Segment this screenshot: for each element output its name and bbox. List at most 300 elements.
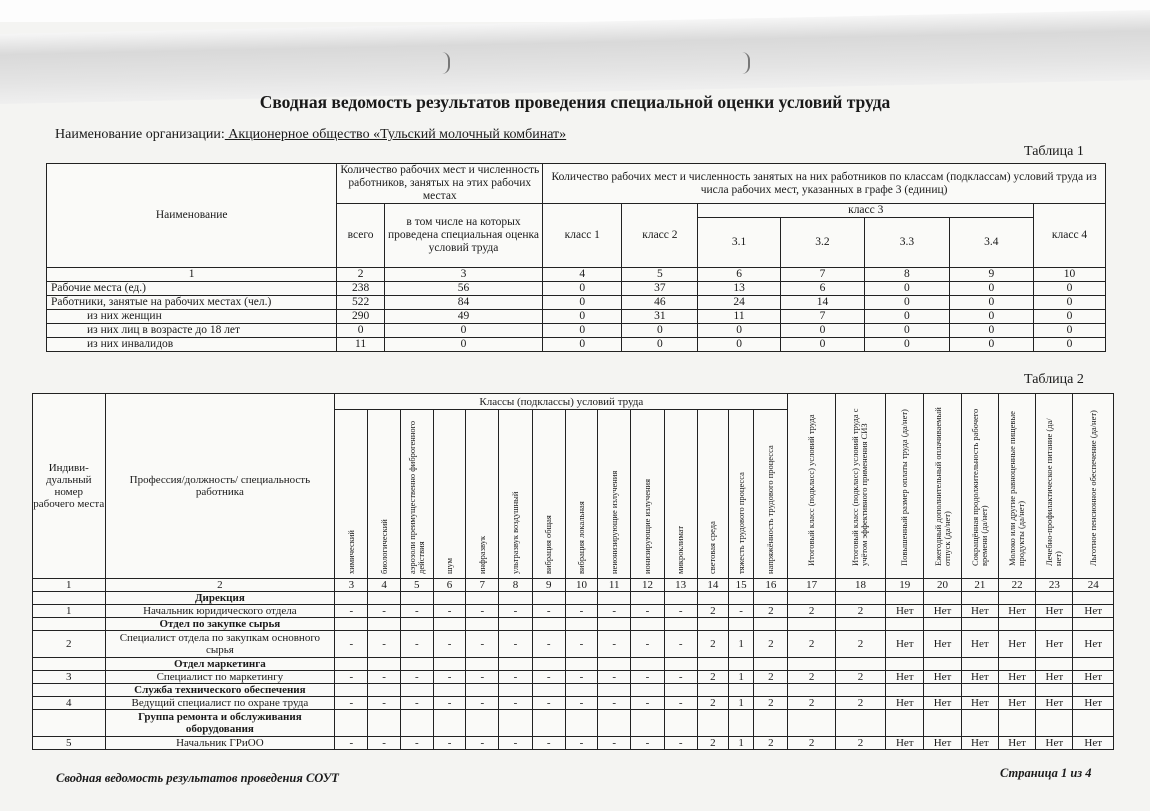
cell bbox=[368, 684, 400, 697]
cell bbox=[400, 618, 433, 631]
section-title: Группа ремонта и обслуживания оборудования bbox=[105, 710, 335, 737]
header-factor-microclimate: микроклимат bbox=[675, 525, 686, 574]
cell: Нет bbox=[1036, 671, 1073, 684]
cell bbox=[466, 618, 499, 631]
cell: - bbox=[532, 631, 565, 658]
cell bbox=[433, 592, 465, 605]
row-label: из них женщин bbox=[47, 310, 337, 324]
table-row bbox=[33, 737, 1114, 750]
cell: - bbox=[598, 605, 631, 618]
col-number: 7 bbox=[466, 579, 499, 592]
section-title: Отдел по закупке сырья bbox=[105, 618, 335, 631]
col-number: 4 bbox=[543, 268, 622, 282]
cell bbox=[433, 684, 465, 697]
header-classes-group: Количество рабочих мест и численность занятых на них работников по классам (подклассам) условий труда из числа рабочих мест, указанных в графе 3 (единиц) bbox=[543, 164, 1106, 204]
cell: - bbox=[664, 631, 697, 658]
cell bbox=[631, 618, 664, 631]
cell: - bbox=[631, 631, 664, 658]
header-factor-vibration-local: вибрация локальная bbox=[575, 501, 586, 574]
cell bbox=[499, 684, 532, 697]
cell bbox=[532, 710, 565, 737]
cell: - bbox=[400, 631, 433, 658]
cell: - bbox=[598, 737, 631, 750]
cell: Нет bbox=[1073, 671, 1114, 684]
cell bbox=[998, 618, 1035, 631]
cell: 0 bbox=[1034, 296, 1106, 310]
table-row bbox=[47, 296, 1106, 310]
cell: 0 bbox=[622, 338, 698, 352]
col-number: 8 bbox=[499, 579, 532, 592]
header-extra-leave: Ежегодный дополнительный оплачиваемый отпуск (да/нет) bbox=[932, 407, 952, 566]
cell bbox=[532, 618, 565, 631]
col-number: 18 bbox=[835, 579, 885, 592]
cell bbox=[835, 592, 885, 605]
cell: - bbox=[466, 737, 499, 750]
cell bbox=[368, 592, 400, 605]
cell: - bbox=[631, 697, 664, 710]
cell: - bbox=[532, 671, 565, 684]
cell: 84 bbox=[384, 296, 542, 310]
cell: - bbox=[631, 737, 664, 750]
cell bbox=[835, 618, 885, 631]
cell: Нет bbox=[886, 671, 924, 684]
workplace-number: 4 bbox=[33, 697, 106, 710]
cell: 0 bbox=[949, 324, 1033, 338]
cell: 0 bbox=[698, 338, 780, 352]
header-factor-ionizing: ионизирующие излучения bbox=[641, 479, 652, 574]
cell: 2 bbox=[835, 671, 885, 684]
cell: - bbox=[499, 631, 532, 658]
cell: - bbox=[335, 631, 368, 658]
cell: - bbox=[565, 697, 597, 710]
section-row bbox=[33, 658, 1114, 671]
profession: Ведущий специалист по охране труда bbox=[105, 697, 335, 710]
col-number: 10 bbox=[565, 579, 597, 592]
cell bbox=[499, 658, 532, 671]
cell: 0 bbox=[1034, 282, 1106, 296]
cell bbox=[565, 618, 597, 631]
cell bbox=[664, 710, 697, 737]
table-row bbox=[47, 282, 1106, 296]
cell: Нет bbox=[886, 737, 924, 750]
cell: 0 bbox=[780, 324, 864, 338]
header-profession: Профессия/должность/ специальность работника bbox=[105, 394, 335, 579]
cell bbox=[788, 710, 835, 737]
profession: Специалист по маркетингу bbox=[105, 671, 335, 684]
cell bbox=[835, 684, 885, 697]
col-number: 17 bbox=[788, 579, 835, 592]
header-class3: класс 3 bbox=[698, 204, 1034, 218]
cell bbox=[598, 710, 631, 737]
cell bbox=[998, 658, 1035, 671]
table-row bbox=[47, 310, 1106, 324]
profession: Начальник юридического отдела bbox=[105, 605, 335, 618]
cell bbox=[33, 592, 106, 605]
cell bbox=[924, 684, 961, 697]
col-number: 15 bbox=[729, 579, 754, 592]
section-row bbox=[33, 618, 1114, 631]
cell bbox=[400, 592, 433, 605]
cell: 522 bbox=[337, 296, 385, 310]
col-number: 6 bbox=[698, 268, 780, 282]
cell: - bbox=[598, 671, 631, 684]
cell: 24 bbox=[698, 296, 780, 310]
cell bbox=[961, 684, 998, 697]
cell: - bbox=[433, 631, 465, 658]
cell: 1 bbox=[729, 631, 754, 658]
cell bbox=[886, 618, 924, 631]
cell: 2 bbox=[788, 737, 835, 750]
cell: Нет bbox=[961, 631, 998, 658]
cell: - bbox=[664, 605, 697, 618]
table-row bbox=[33, 631, 1114, 658]
workplace-number: 3 bbox=[33, 671, 106, 684]
cell: 0 bbox=[865, 310, 949, 324]
cell: 2 bbox=[788, 605, 835, 618]
col-number: 13 bbox=[664, 579, 697, 592]
col-number: 9 bbox=[532, 579, 565, 592]
cell: - bbox=[598, 697, 631, 710]
col-number: 4 bbox=[368, 579, 400, 592]
cell bbox=[788, 618, 835, 631]
cell: 56 bbox=[384, 282, 542, 296]
header-3-3: 3.3 bbox=[865, 218, 949, 268]
cell: 11 bbox=[698, 310, 780, 324]
cell: Нет bbox=[1036, 737, 1073, 750]
cell bbox=[433, 658, 465, 671]
cell: 1 bbox=[729, 737, 754, 750]
header-factor-lighting: световая среда bbox=[707, 521, 718, 574]
header-workplace-number: Индиви-дуальный номер рабочего места bbox=[33, 394, 106, 579]
cell bbox=[335, 710, 368, 737]
cell: - bbox=[433, 671, 465, 684]
cell: Нет bbox=[886, 605, 924, 618]
col-number: 9 bbox=[949, 268, 1033, 282]
section-title: Служба технического обеспечения bbox=[105, 684, 335, 697]
cell: - bbox=[335, 737, 368, 750]
header-name: Наименование bbox=[47, 164, 337, 268]
cell: 2 bbox=[697, 737, 728, 750]
cell bbox=[961, 618, 998, 631]
cell: - bbox=[433, 605, 465, 618]
cell bbox=[924, 710, 961, 737]
header-factor-intensity: напряжённость трудового процесса bbox=[765, 445, 776, 574]
cell: 2 bbox=[788, 697, 835, 710]
cell bbox=[499, 710, 532, 737]
cell bbox=[598, 592, 631, 605]
cell: Нет bbox=[961, 737, 998, 750]
cell bbox=[33, 684, 106, 697]
cell bbox=[961, 658, 998, 671]
profession: Начальник ГРиОО bbox=[105, 737, 335, 750]
cell bbox=[466, 592, 499, 605]
cell bbox=[565, 658, 597, 671]
cell bbox=[598, 658, 631, 671]
cell: - bbox=[400, 697, 433, 710]
cell bbox=[1036, 710, 1073, 737]
col-number: 22 bbox=[998, 579, 1035, 592]
header-reduced-hours: Сокращённая продолжительность рабочего времени (да/нет) bbox=[969, 408, 989, 566]
cell bbox=[697, 618, 728, 631]
cell: Нет bbox=[998, 697, 1035, 710]
cell bbox=[788, 658, 835, 671]
cell bbox=[924, 592, 961, 605]
cell bbox=[598, 684, 631, 697]
header-factor-severity: тяжесть трудового процесса bbox=[735, 472, 746, 574]
cell: - bbox=[499, 605, 532, 618]
cell bbox=[631, 710, 664, 737]
cell bbox=[729, 592, 754, 605]
cell bbox=[565, 592, 597, 605]
cell bbox=[754, 592, 788, 605]
scan-artifact-band bbox=[0, 10, 1150, 104]
cell: 2 bbox=[788, 671, 835, 684]
cell: 238 bbox=[337, 282, 385, 296]
cell bbox=[998, 710, 1035, 737]
header-pension: Льготное пенсионное обеспечение (да/нет) bbox=[1087, 410, 1098, 566]
cell: Нет bbox=[998, 605, 1035, 618]
cell: Нет bbox=[924, 631, 961, 658]
cell bbox=[532, 658, 565, 671]
header-factor-noise: шум bbox=[444, 557, 455, 574]
workplace-number: 1 bbox=[33, 605, 106, 618]
page-number: Страница 1 из 4 bbox=[1000, 766, 1092, 780]
cell: - bbox=[368, 697, 400, 710]
cell bbox=[754, 658, 788, 671]
cell bbox=[886, 658, 924, 671]
cell bbox=[729, 618, 754, 631]
row-label: из них инвалидов bbox=[47, 338, 337, 352]
cell bbox=[33, 658, 106, 671]
cell: - bbox=[368, 737, 400, 750]
cell: - bbox=[335, 697, 368, 710]
col-number: 20 bbox=[924, 579, 961, 592]
cell bbox=[335, 684, 368, 697]
cell: - bbox=[729, 605, 754, 618]
cell: - bbox=[368, 671, 400, 684]
summary-table bbox=[46, 163, 1106, 352]
cell: 2 bbox=[754, 631, 788, 658]
cell: - bbox=[499, 697, 532, 710]
cell: 31 bbox=[622, 310, 698, 324]
cell: Нет bbox=[961, 605, 998, 618]
col-number: 16 bbox=[754, 579, 788, 592]
header-factor-chemical: химический bbox=[345, 530, 356, 574]
cell: Нет bbox=[1036, 631, 1073, 658]
cell: - bbox=[565, 605, 597, 618]
cell: 0 bbox=[1034, 310, 1106, 324]
header-factor-aerosols: аэрозоли преимущественно фиброгенного действия bbox=[406, 420, 426, 574]
header-total: всего bbox=[337, 204, 385, 268]
cell: Нет bbox=[1036, 605, 1073, 618]
cell: 6 bbox=[780, 282, 864, 296]
section-title: Дирекция bbox=[105, 592, 335, 605]
cell: Нет bbox=[998, 737, 1035, 750]
cell: Нет bbox=[924, 605, 961, 618]
cell: - bbox=[565, 737, 597, 750]
cell bbox=[835, 710, 885, 737]
cell: 2 bbox=[754, 605, 788, 618]
cell bbox=[664, 684, 697, 697]
cell: - bbox=[466, 671, 499, 684]
cell: - bbox=[664, 671, 697, 684]
cell: - bbox=[400, 737, 433, 750]
cell bbox=[400, 710, 433, 737]
workplace-table-body bbox=[33, 592, 1114, 750]
cell: - bbox=[368, 605, 400, 618]
cell bbox=[499, 618, 532, 631]
cell bbox=[1073, 710, 1114, 737]
header-factor-vibration-general: вибрация общая bbox=[543, 515, 554, 574]
cell bbox=[1036, 618, 1073, 631]
cell: 0 bbox=[865, 282, 949, 296]
header-classes-group: Классы (подклассы) условий труда bbox=[335, 394, 788, 410]
col-number: 5 bbox=[400, 579, 433, 592]
cell: 0 bbox=[384, 338, 542, 352]
cell bbox=[400, 684, 433, 697]
cell: - bbox=[664, 737, 697, 750]
cell: 2 bbox=[697, 671, 728, 684]
col-number: 23 bbox=[1036, 579, 1073, 592]
cell: Нет bbox=[961, 671, 998, 684]
cell: 0 bbox=[698, 324, 780, 338]
cell bbox=[664, 658, 697, 671]
cell bbox=[697, 592, 728, 605]
cell: - bbox=[598, 631, 631, 658]
cell bbox=[961, 710, 998, 737]
cell bbox=[924, 618, 961, 631]
cell bbox=[466, 684, 499, 697]
cell: Нет bbox=[1073, 697, 1114, 710]
footer-document-name: Сводная ведомость результатов проведения СОУТ bbox=[56, 771, 339, 785]
cell: Нет bbox=[1036, 697, 1073, 710]
cell: - bbox=[368, 631, 400, 658]
cell bbox=[433, 710, 465, 737]
col-number: 5 bbox=[622, 268, 698, 282]
col-number: 14 bbox=[697, 579, 728, 592]
workplace-number: 5 bbox=[33, 737, 106, 750]
cell: - bbox=[335, 605, 368, 618]
cell: 0 bbox=[949, 296, 1033, 310]
col-number: 8 bbox=[865, 268, 949, 282]
organization-label: Наименование организации: bbox=[55, 127, 225, 142]
cell: Нет bbox=[1073, 631, 1114, 658]
cell: 2 bbox=[697, 605, 728, 618]
cell: Нет bbox=[924, 737, 961, 750]
cell: 2 bbox=[835, 605, 885, 618]
col-number: 10 bbox=[1034, 268, 1106, 282]
cell: 7 bbox=[780, 310, 864, 324]
cell: 1 bbox=[729, 671, 754, 684]
cell bbox=[565, 710, 597, 737]
col-number: 21 bbox=[961, 579, 998, 592]
header-factor-nonionizing: неионизирующие излучения bbox=[608, 470, 619, 574]
cell: 13 bbox=[698, 282, 780, 296]
cell bbox=[729, 658, 754, 671]
header-count-group: Количество рабочих мест и численность работников, занятых на этих рабочих местах bbox=[337, 164, 543, 204]
cell: 0 bbox=[1034, 324, 1106, 338]
cell bbox=[835, 658, 885, 671]
header-3-1: 3.1 bbox=[698, 218, 780, 268]
cell: - bbox=[499, 737, 532, 750]
header-class1: класс 1 bbox=[543, 204, 622, 268]
table-row bbox=[47, 338, 1106, 352]
cell bbox=[400, 658, 433, 671]
cell: - bbox=[631, 605, 664, 618]
cell: 0 bbox=[543, 310, 622, 324]
cell: - bbox=[499, 671, 532, 684]
col-number: 12 bbox=[631, 579, 664, 592]
cell: 0 bbox=[780, 338, 864, 352]
cell: 0 bbox=[1034, 338, 1106, 352]
cell bbox=[631, 684, 664, 697]
cell bbox=[998, 684, 1035, 697]
cell bbox=[466, 710, 499, 737]
cell bbox=[499, 592, 532, 605]
col-number: 7 bbox=[780, 268, 864, 282]
cell bbox=[998, 592, 1035, 605]
cell: - bbox=[565, 671, 597, 684]
header-final-class: Итоговый класс (подкласс) условий труда bbox=[806, 414, 817, 566]
cell: - bbox=[565, 631, 597, 658]
col-number: 24 bbox=[1073, 579, 1114, 592]
table1-caption: Таблица 1 bbox=[1024, 144, 1084, 159]
row-label: Работники, занятые на рабочих местах (чел.) bbox=[47, 296, 337, 310]
cell: 49 bbox=[384, 310, 542, 324]
col-number: 1 bbox=[47, 268, 337, 282]
cell bbox=[729, 684, 754, 697]
cell bbox=[664, 592, 697, 605]
table-row bbox=[33, 697, 1114, 710]
row-label: из них лиц в возрасте до 18 лет bbox=[47, 324, 337, 338]
cell: - bbox=[631, 671, 664, 684]
cell: Нет bbox=[998, 631, 1035, 658]
col-number: 11 bbox=[598, 579, 631, 592]
cell: 0 bbox=[865, 324, 949, 338]
cell: - bbox=[400, 671, 433, 684]
header-increased-pay: Повышенный размер оплаты труда (да/нет) bbox=[899, 409, 910, 566]
cell: Нет bbox=[998, 671, 1035, 684]
cell bbox=[466, 658, 499, 671]
cell: 0 bbox=[543, 338, 622, 352]
cell: 2 bbox=[754, 697, 788, 710]
cell bbox=[697, 710, 728, 737]
header-factor-ultrasound: ультразвук воздушный bbox=[510, 491, 520, 574]
col-number: 2 bbox=[337, 268, 385, 282]
cell: - bbox=[466, 605, 499, 618]
cell bbox=[961, 592, 998, 605]
section-row bbox=[33, 710, 1114, 737]
table2-caption: Таблица 2 bbox=[1024, 372, 1084, 387]
cell bbox=[1073, 618, 1114, 631]
header-milk: Молоко или другие равноценные пищевые продукты (да/нет) bbox=[1007, 411, 1027, 566]
header-class4: класс 4 bbox=[1034, 204, 1106, 268]
cell bbox=[754, 618, 788, 631]
col-number: 6 bbox=[433, 579, 465, 592]
cell: 0 bbox=[543, 296, 622, 310]
cell bbox=[1036, 658, 1073, 671]
cell bbox=[697, 658, 728, 671]
cell: 2 bbox=[835, 737, 885, 750]
cell bbox=[631, 592, 664, 605]
cell: - bbox=[335, 671, 368, 684]
cell: - bbox=[466, 697, 499, 710]
cell: 2 bbox=[788, 631, 835, 658]
cell bbox=[754, 710, 788, 737]
cell bbox=[631, 658, 664, 671]
cell: - bbox=[532, 605, 565, 618]
cell bbox=[664, 618, 697, 631]
